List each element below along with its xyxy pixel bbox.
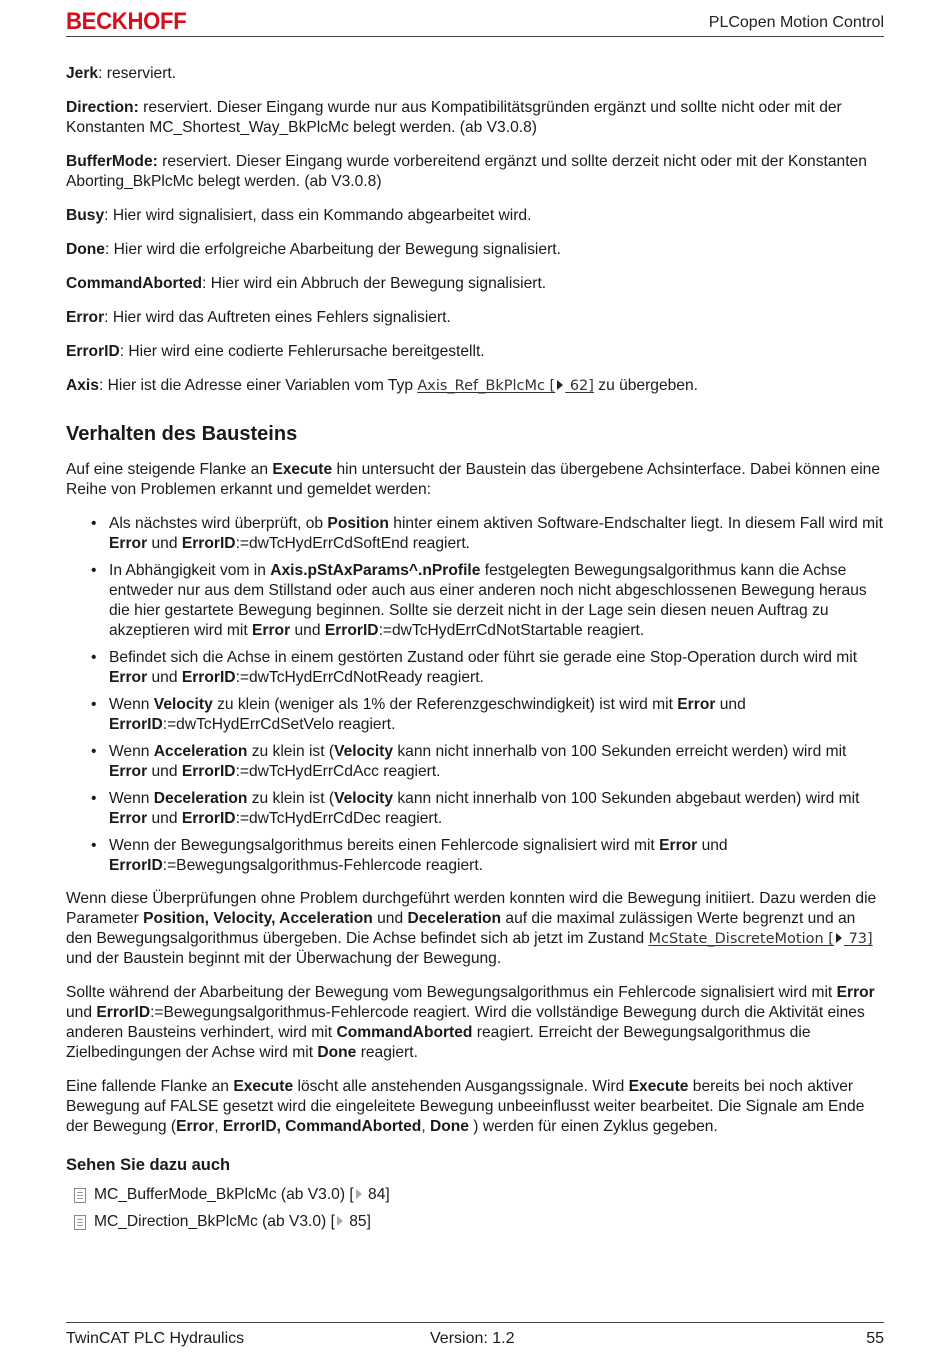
falling-edge-paragraph: Eine fallende Flanke an Execute löscht alle anstehenden Ausgangssignale. Wird Execute bereits bei noch aktiver Bewegung auf FALSE gesetzt wird die eingeleitete Bewegung unbeeinflusst weiter bearbeitet. Die Signale am Ende der Bewegung (Error, ErrorID, CommandAborted, Done ) werden für einen Zyklus gegeben.	[66, 1078, 865, 1135]
footer-product: TwinCAT PLC Hydraulics	[66, 1330, 245, 1347]
param-error: Error: Hier wird das Auftreten eines Fehlers signalisiert.	[66, 309, 451, 326]
param-desc: Hier wird das Auftreten eines Fehlers signalisiert.	[112, 309, 451, 326]
footer-version: Version: 1.2	[430, 1330, 515, 1347]
page-number: 55	[866, 1330, 884, 1347]
param-name: Done	[66, 241, 105, 258]
param-desc: Hier wird eine codierte Fehlerursache bereitgestellt.	[128, 343, 485, 360]
page-arrow-icon	[557, 380, 563, 390]
page-content	[66, 64, 884, 1239]
param-commandaborted: CommandAborted: Hier wird ein Abbruch der Bewegung signalisiert.	[66, 275, 547, 292]
param-desc: Hier wird die erfolgreiche Abarbeitung der Bewegung signalisiert.	[113, 241, 561, 258]
param-desc: reserviert. Dieser Eingang wurde vorbereitend ergänzt und sollte derzeit nicht oder mit der Konstanten Aborting_BkPlcMc belegt werden. (ab V3.0.8)	[66, 153, 867, 190]
list-item: • Wenn Acceleration zu klein ist (Velocity kann nicht innerhalb von 100 Sekunden erreicht werden) wird mit Error und ErrorID:=dwTcHydErrCdAcc reagiert.	[66, 742, 884, 782]
param-jerk: Jerk: reserviert.	[66, 65, 177, 82]
intro-paragraph: Auf eine steigende Flanke an Execute hin untersucht der Baustein das übergebene Achsinterface. Dabei können eine Reihe von Problemen erkannt und gemeldet werden:	[66, 461, 881, 498]
param-name: CommandAborted	[66, 275, 203, 292]
param-errorid: ErrorID: Hier wird eine codierte Fehlerursache bereitgestellt.	[66, 343, 485, 360]
param-name: Error	[66, 309, 105, 326]
param-desc: Hier wird ein Abbruch der Bewegung signalisiert.	[210, 275, 547, 292]
list-item: • Wenn Deceleration zu klein ist (Velocity kann nicht innerhalb von 100 Sekunden abgebaut werden) wird mit Error und ErrorID:=dwTcHydErrCdDec reagiert.	[66, 789, 884, 829]
param-desc: reserviert.	[106, 65, 177, 82]
see-also-item[interactable]: MC_Direction_BkPlcMc (ab V3.0) [ 85]	[66, 1212, 884, 1232]
param-buffermode	[66, 152, 884, 192]
axis-ref-link[interactable]: Axis_Ref_BkPlcMc [ 62]	[417, 378, 594, 394]
error-paragraph: Sollte während der Abarbeitung der Bewegung vom Bewegungsalgorithmus ein Fehlercode signalisiert wird mit Error und ErrorID:=Bewegungsalgorithmus-Fehlercode reagiert. Wird die vollständige Bewegung durch die Aktivität eines anderen Bausteins verhindert, wird mit CommandAborted reagiert. Erreicht der Bewegungsalgorithmus die Zielbedingungen der Achse wird mit Done reagiert.	[66, 984, 875, 1061]
param-name: BufferMode:	[66, 153, 158, 170]
param-name: Jerk	[66, 65, 99, 82]
list-item: • Wenn der Bewegungsalgorithmus bereits einen Fehlercode signalisiert wird mit Error und ErrorID:=Bewegungsalgorithmus-Fehlercode reagiert.	[66, 836, 884, 876]
page-footer	[66, 1322, 884, 1363]
see-also-item[interactable]: MC_BufferMode_BkPlcMc (ab V3.0) [ 84]	[66, 1185, 884, 1205]
see-also-title: Sehen Sie dazu auch	[66, 1156, 231, 1174]
param-desc: reserviert. Dieser Eingang wurde nur aus Kompatibilitätsgründen ergänzt und sollte nicht oder mit der Konstanten MC_Shortest_Way_BkPlcMc belegt werden. (ab V3.0.8)	[66, 99, 842, 136]
list-item: • Als nächstes wird überprüft, ob Position hinter einem aktiven Software-Endschalter liegt. In diesem Fall wird mit Error und ErrorID:=dwTcHydErrCdSoftEnd reagiert.	[66, 514, 884, 554]
param-desc: Hier wird signalisiert, dass ein Kommando abgearbeitet wird.	[112, 207, 532, 224]
list-item: • Befindet sich die Achse in einem gestörten Zustand oder führt sie gerade eine Stop-Operation durch wird mit Error und ErrorID:=dwTcHydErrCdNotReady reagiert.	[66, 648, 884, 688]
param-name: ErrorID	[66, 343, 120, 360]
page-header	[66, 8, 884, 37]
check-list	[66, 514, 884, 876]
list-item: • Wenn Velocity zu klein (weniger als 1% der Referenzgeschwindigkeit) ist wird mit Error und ErrorID:=dwTcHydErrCdSetVelo reagiert.	[66, 695, 884, 735]
list-item: • In Abhängigkeit vom in Axis.pStAxParams^.nProfile festgelegten Bewegungsalgorithmus kann die Achse entweder nur aus dem Stillstand oder auch aus einer anderen noch nicht abgeschlossenen Bewegung heraus die hier gestartete Bewegung beginnen. Sollte sie derzeit nicht in der Lage sein diesen neuen Auftrag zu akzeptieren wird mit Error und ErrorID:=dwTcHydErrCdNotStartable reagiert.	[66, 561, 884, 641]
param-name: Direction:	[66, 99, 139, 116]
page-arrow-icon	[337, 1216, 343, 1226]
page-arrow-icon	[356, 1189, 362, 1199]
param-busy: Busy: Hier wird signalisiert, dass ein Kommando abgearbeitet wird.	[66, 207, 532, 224]
document-icon	[74, 1188, 86, 1203]
document-icon	[74, 1215, 86, 1230]
section-title: Verhalten des Bausteins	[66, 423, 298, 445]
page-arrow-icon	[836, 933, 842, 943]
motion-paragraph: Wenn diese Überprüfungen ohne Problem durchgeführt werden konnten wird die Bewegung initiiert. Dazu werden die Parameter Position, Velocity, Acceleration und Deceleration auf die maximal zulässigen Werte begrenzt und an den Bewegungsalgorithmus übergeben. Die Achse befindet sich ab jetzt im Zustand McState_DiscreteMotion [ 73] und der Baustein beginnt mit der Überwachung der Bewegung.	[66, 890, 877, 967]
param-done: Done: Hier wird die erfolgreiche Abarbeitung der Bewegung signalisiert.	[66, 241, 561, 258]
param-axis: Axis: Hier ist die Adresse einer Variablen vom Typ Axis_Ref_BkPlcMc [ 62] zu übergeben.	[66, 377, 698, 394]
param-name: Busy	[66, 207, 105, 224]
param-direction	[66, 98, 884, 138]
header-title: PLCopen Motion Control	[708, 14, 884, 31]
mcstate-discretemotion-link[interactable]: McState_DiscreteMotion [ 73]	[648, 931, 873, 947]
beckhoff-logo: BECKHOFF	[66, 8, 187, 35]
param-name: Axis	[66, 377, 99, 394]
